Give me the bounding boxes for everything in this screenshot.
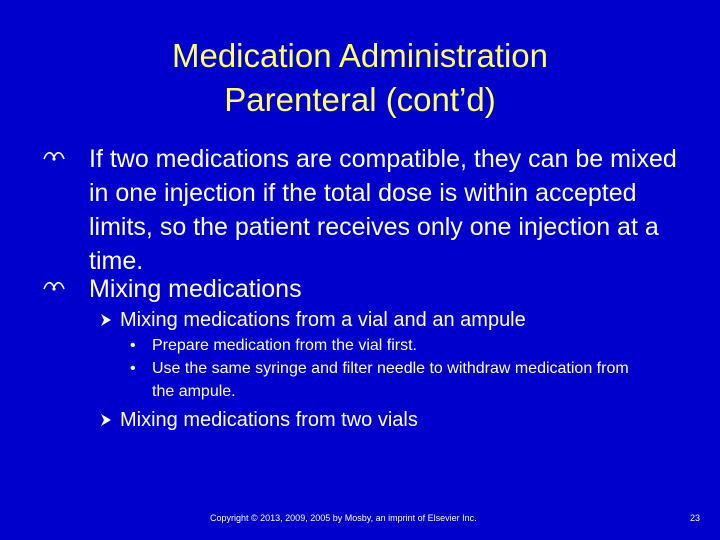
flower-bullet-icon (42, 142, 82, 176)
sub-sub-bullet-text: Prepare medication from the vial first. (152, 337, 417, 354)
bullet-text: Mixing medications (89, 275, 302, 303)
sub-bullet-text: Mixing medications from two vials (120, 409, 418, 431)
page-number: 23 (689, 513, 700, 523)
dot-bullet-icon: • (130, 337, 136, 354)
sub-bullet-text: Mixing medications from a vial and an ampule (120, 309, 526, 331)
copyright-text: Copyright © 2013, 2009, 2005 by Mosby, an imprint of Elsevier Inc. (210, 513, 477, 523)
arrowhead-bullet-icon (100, 306, 112, 344)
slide-title (0, 34, 720, 122)
flower-bullet-icon (42, 272, 82, 306)
arrowhead-bullet-icon (100, 406, 112, 444)
dot-bullet-icon: • (130, 360, 136, 377)
slide-title-line-1: Medication Administration (171, 37, 549, 74)
bullet-text: If two medications are compatible, they can be mixed in one injection if the total dose is within accepted limits, so the patient receives only one injection at a time. (89, 145, 677, 275)
slide-title-line-2: Parenteral (cont’d) (224, 81, 496, 118)
sub-sub-bullet-text: Use the same syringe and filter needle to withdraw medication from the ampule. (152, 360, 629, 400)
